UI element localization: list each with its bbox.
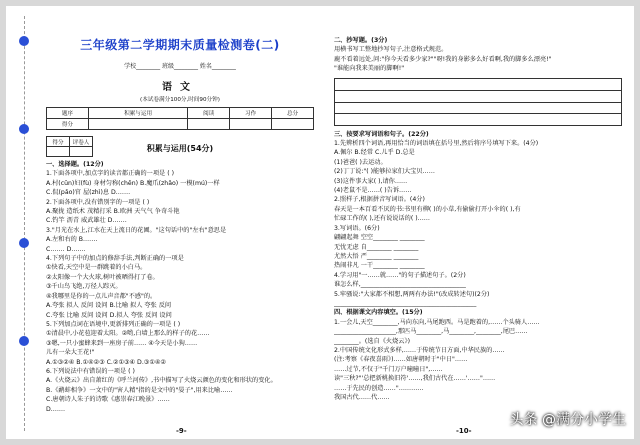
question-line: 尤然大悟 严________ ________ <box>334 252 419 260</box>
binding-hole-marker <box>19 124 29 134</box>
student-info-line: 学校________ 班级________ 姓名________ <box>124 63 236 70</box>
copy-writing-box[interactable] <box>334 78 622 126</box>
question-line: 2.中国传统文化形式多样,……于传统节日方面,中华民族的…… <box>334 346 505 354</box>
question-line: ……于先民的创造……"………… <box>334 384 424 392</box>
score-cell[interactable] <box>272 119 314 130</box>
question-line: ……过节,不仅于"千门万户曈曈日",…… <box>334 365 443 373</box>
question-line: 3."月光在水上,江水在天上流日的花圃。"这句话中的"左右"意思是 <box>46 226 227 234</box>
score-header: 积累与运用 <box>88 108 187 119</box>
question-line: (3)这件事大家( ),请你…… <box>334 177 408 185</box>
question-line: (2)丁丁说:"( )能够拉家们大宝贝…… <box>334 168 435 176</box>
question-line: ②太阳像一个大火球,树叶被晒得打了卷。 <box>46 273 159 281</box>
binding-hole-marker <box>19 336 29 346</box>
score-header: 习作 <box>230 108 272 119</box>
left-page <box>40 6 320 439</box>
page-number-left: -9- <box>176 427 187 435</box>
question-line: 翩翩起舞 空空________ ________ <box>334 234 425 242</box>
page-number-right: -10- <box>456 427 472 435</box>
binding-line <box>24 16 25 431</box>
question-line: A.左和右的 B.…… <box>46 236 98 244</box>
question-line: 1.下面各项中,加点字的读音都正确的一项是 ( ) <box>46 170 175 178</box>
question-line: 无忧无虑 自________ ________ <box>334 243 419 251</box>
binding-margin <box>6 6 40 439</box>
question-line: A.夸张 拟人 反问 设问 B.比喻 拟人 夸张 反问 <box>46 302 172 310</box>
question-line: ______________________________________________ <box>334 299 477 307</box>
question-line: ____________________,那匹马________,马________,________,尾巴…… <box>334 328 528 336</box>
question-line: ①快看,天空中是一群跳着的小白马。 <box>46 264 147 272</box>
score-header: 题序 <box>47 108 89 119</box>
question-line: C.唐朝诗人朱子的诗歌《惠崇春江晚景》…… <box>46 396 170 404</box>
question-line: A.聚拢 造纸术 茂精打采 B.欧洲 天气气 争奇斗艳 <box>46 208 180 216</box>
score-table <box>46 107 314 130</box>
score-cell[interactable] <box>88 119 187 130</box>
question-line: (注:考察《春夜喜雨》)……如唐朝时于"中日"…… <box>334 356 468 364</box>
question-line: 读"三秋?"'总把新桃换旧符'……,我们古代在……'……"…… <box>334 375 496 383</box>
grader-label: 评卷人 <box>70 137 93 147</box>
question-line: 鹿不看着远处,问:"你今天看多少家?""呀!我的身影多么好看啊,我的脚多么漂亮!" <box>334 55 552 63</box>
score-header: 阅读 <box>188 108 230 119</box>
question-line: 二、抄写题。(3分) <box>334 37 388 44</box>
question-line: ③嗯,一只小蜜蜂来到一座房子前…… ④今天是小狗…… <box>46 339 198 347</box>
question-line: C.侃(pǎo)官 屋(zhì)息 D.…… <box>46 189 131 197</box>
question-line: C.钓竿 沥青 威武雄壮 D.…… <box>46 217 127 225</box>
grader-label: 得分 <box>47 137 70 147</box>
question-line: (1)爸爸( )去运动。 <box>334 158 387 166</box>
question-line: ①清晨中,小花苞迎着太阳。②哟,白墙上那么的样子的花…… <box>46 330 210 338</box>
question-line: 三、按要求写词语和句子。(22分) <box>334 130 429 138</box>
question-line: 5.下列加点词在语境中,更新排列正确的一项是 ( ) <box>46 320 181 328</box>
section-title: 积累与运用(54分) <box>146 144 214 153</box>
watermark: 头条 @满分小学生 <box>509 412 626 428</box>
question-line: 一、选择题。(12分) <box>46 161 104 168</box>
score-header: 总分 <box>272 108 314 119</box>
question-line: A.村(cūn)妇(fù) 身材匀称(chēn) B.魔爪(zhǎo) 一模(mú)一样 <box>46 179 220 187</box>
binding-hole-marker <box>19 238 29 248</box>
question-line: 谁怎么样,__________________________________ <box>334 281 466 289</box>
question-line: 春天是一本百看不厌的书:书里有柳( )的小草,有偷偷打开小伞的( ),有 <box>334 205 521 213</box>
question-line: A.①③②④ B.①④②③ C.②①③④ D.③①④② <box>46 358 166 366</box>
question-line: 我国古代……代…… <box>334 394 390 401</box>
question-line: ③千山鸟飞绝,万径人踪灭。 <box>46 283 122 291</box>
question-line: A.佩尔 B.经常 C.儿乎 D.总是 <box>334 149 415 157</box>
question-line: B.《鹬蚌相争》一文中的"害人精"指的是文中的"晏子",用来比喻…… <box>46 386 233 394</box>
question-list <box>328 130 628 403</box>
score-cell[interactable] <box>188 119 230 130</box>
score-cell[interactable] <box>230 119 272 130</box>
question-line: C.夸张 比喻 反问 设问 D.拟人 夸张 反问 设问 <box>46 311 172 319</box>
binding-hole-marker <box>19 36 29 46</box>
question-line: 4.下列句子中的加点的修辞手法,判断正确的一项是 <box>46 255 184 263</box>
question-line: ④我哪里是你的一点儿声音都"不感"的。 <box>46 292 157 300</box>
question-line: 四、根据课文内容填空。(15分) <box>334 309 423 317</box>
right-page <box>328 6 628 439</box>
question-line: 4.学习用"一……就……"的句子描述句子。(2分) <box>334 271 466 279</box>
exam-title: 三年级第二学期期末质量检测卷(二) <box>80 38 280 52</box>
question-line: A.《火烧云》出自萧红的《呼兰河传》,书中描写了火烧云颜色的变化和形状的变化。 <box>46 377 277 385</box>
question-line: 1.一会儿,天空________,马向东向,马尾跑西。马是跑着的,……个头骑人…… <box>334 318 540 326</box>
question-line: 5.牢骚说:"大家都不相想,两两有办法!"(改成转述句)(2分) <box>334 290 490 298</box>
question-line: 2.照样子,根据拼音写词语。(4分) <box>334 196 425 204</box>
question-line: 2.下面各项中,没有错别字的一项是 ( ) <box>46 198 150 206</box>
question-line: 热闹非凡 一干________ ________ <box>334 262 425 270</box>
exam-sheet <box>6 6 634 439</box>
question-line: C.…… D.…… <box>46 245 86 253</box>
question-list <box>40 160 320 414</box>
question-line: ________。(选自《火烧云》) <box>334 337 410 345</box>
score-row-label: 得分 <box>47 119 89 130</box>
question-line: 用横书写工整地抄写句子,注意格式规范。 <box>334 46 448 54</box>
question-line: 1.先辨析四个词语,再用恰当的词语填在括号里,然后将序号填写下来。(4分) <box>334 140 539 148</box>
exam-note: (本试卷满分100分,时间90分钟) <box>140 97 220 103</box>
question-line: 3.写词语。(6分) <box>334 224 380 232</box>
subject-heading: 语文 <box>162 82 198 93</box>
question-line: (4)老鼠不是……( )告诉…… <box>334 187 412 195</box>
question-line: D.…… <box>46 405 66 413</box>
question-line: 6.下列说法中有错误的一项是 ( ) <box>46 367 135 375</box>
copy-section <box>328 36 628 74</box>
question-line: 忙碌工作的( ),还有说说话的( )…… <box>334 215 430 223</box>
question-line: "谁能向我来美丽的脚啊!" <box>334 65 405 73</box>
question-line: 儿有一朵大王花!" <box>46 349 95 357</box>
